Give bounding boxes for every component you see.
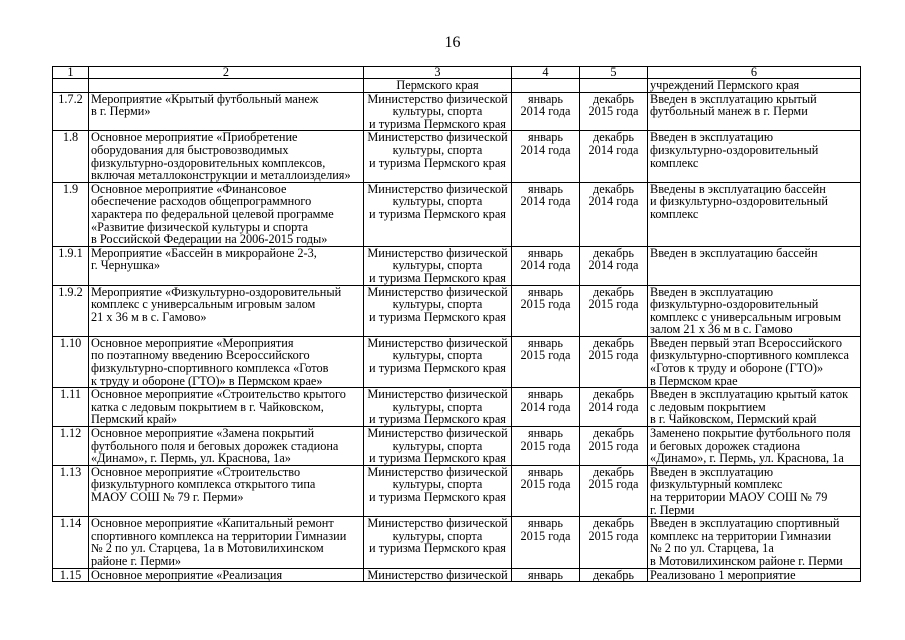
cell-line: январь (527, 387, 564, 402)
responsible-cell (364, 568, 512, 582)
cell-line: декабрь (593, 285, 634, 299)
cell-line: Введен в эксплуатацию бассейн (650, 246, 818, 260)
cell-line: и туризма Пермского края (369, 541, 506, 556)
end-date-cell (580, 131, 648, 182)
cell-line: январь (527, 568, 564, 582)
cell-line: Введены в эксплуатацию бассейн (650, 182, 826, 196)
event-cell (89, 285, 364, 336)
cell-line: декабрь (593, 182, 634, 196)
end-date-cell (580, 388, 648, 427)
cell-line: декабрь (593, 426, 634, 441)
cell-line: Пермский край» (91, 412, 178, 427)
continuation-result: учреждений Пермского края (648, 79, 861, 93)
start-date-cell (512, 388, 580, 427)
continuation-event (89, 79, 364, 93)
cell-line: Министерство физической (367, 465, 508, 479)
cell-line: 2015 года (588, 348, 639, 363)
cell-line: январь (527, 182, 564, 196)
cell-line: Введен в эксплуатацию (650, 130, 774, 145)
cell-line: Введен в эксплуатацию крытый каток (650, 387, 849, 402)
row-number: 1.7.2 (53, 92, 89, 131)
cell-line: и туризма Пермского края (369, 361, 506, 376)
continuation-end (580, 79, 648, 93)
responsible-cell (364, 427, 512, 466)
cell-line: 2014 года (588, 258, 639, 273)
end-date-cell (580, 427, 648, 466)
cell-line: г. Перми (650, 502, 695, 517)
continuation-row (53, 79, 861, 93)
event-cell (89, 427, 364, 466)
cell-line: январь (527, 285, 564, 299)
cell-line: и туризма Пермского края (369, 490, 506, 504)
cell-line: культуры, спорта (392, 399, 483, 414)
start-date-cell (512, 131, 580, 182)
cell-line: футбольный манеж в г. Перми (650, 104, 808, 119)
end-date-cell (580, 465, 648, 516)
row-number: 1.11 (53, 388, 89, 427)
cell-line: Мероприятие «Крытый футбольный манеж (91, 92, 319, 106)
row-number: 1.9 (53, 182, 89, 246)
cell-line: Основное мероприятие «Финансовое (91, 182, 287, 196)
cell-line: и туризма Пермского края (369, 116, 506, 131)
result-cell (648, 465, 861, 516)
table-row (53, 465, 861, 516)
cell-line: Министерство физической (367, 568, 508, 582)
result-cell (648, 246, 861, 285)
cell-line: к труду и обороне (ГТО)» в Пермском крае» (91, 373, 323, 388)
cell-line: 2014 года (520, 194, 571, 209)
event-cell (89, 568, 364, 582)
cell-line: Мероприятие «Бассейн в микрорайоне 2-3, (91, 246, 317, 260)
cell-line: 2015 года (520, 348, 571, 363)
cell-line: Министерство физической (367, 246, 508, 260)
events-table (52, 66, 861, 582)
cell-line: Основное мероприятие «Приобретение (91, 130, 298, 145)
cell-line: Основное мероприятие «Капитальный ремонт (91, 516, 334, 531)
cell-line: с ледовым покрытием (650, 399, 766, 414)
cell-line: 2014 года (588, 194, 639, 209)
cell-line: «Развитие физической культуры и спорта (91, 219, 309, 234)
cell-line: МАОУ СОШ № 79 г. Перми» (91, 490, 244, 504)
cell-line: 2014 года (520, 399, 571, 414)
cell-line: Основное мероприятие «Строительство (91, 465, 301, 479)
event-cell (89, 131, 364, 182)
table-row (53, 336, 861, 387)
table-row (53, 182, 861, 246)
cell-line: Министерство физической (367, 130, 508, 145)
responsible-cell (364, 517, 512, 568)
result-cell (648, 517, 861, 568)
event-cell (89, 517, 364, 568)
responsible-cell (364, 285, 512, 336)
table-row (53, 517, 861, 568)
cell-line: районе г. Перми» (91, 553, 182, 568)
result-cell (648, 427, 861, 466)
responsible-cell (364, 182, 512, 246)
row-number: 1.14 (53, 517, 89, 568)
table-row (53, 92, 861, 131)
cell-line: культуры, спорта (392, 142, 483, 157)
end-date-cell (580, 92, 648, 131)
end-date-cell (580, 568, 648, 582)
table-row (53, 246, 861, 285)
end-date-cell (580, 182, 648, 246)
result-cell (648, 568, 861, 582)
row-number: 1.12 (53, 427, 89, 466)
cell-line: и туризма Пермского края (369, 451, 506, 466)
cell-line: оборудования для быстровозводимых (91, 142, 289, 157)
cell-line: Основное мероприятие «Реализация (91, 568, 283, 582)
cell-line: январь (527, 336, 564, 350)
cell-line: январь (527, 92, 564, 106)
cell-line: 2014 года (520, 142, 571, 157)
cell-line: Введен в эксплуатацию спортивный (650, 516, 840, 531)
cell-line: комплекс (650, 155, 699, 170)
cell-line: 2015 года (520, 477, 571, 492)
header-cell-2: 2 (89, 67, 364, 79)
event-cell (89, 246, 364, 285)
cell-line: Министерство физической (367, 92, 508, 106)
header-cell-5: 5 (580, 67, 648, 79)
cell-line: и туризма Пермского края (369, 309, 506, 324)
cell-line: физкультурно-оздоровительных комплексов, (91, 155, 326, 170)
cell-line: обеспечение расходов общепрограммного (91, 194, 312, 209)
header-cell-6: 6 (648, 67, 861, 79)
event-cell (89, 182, 364, 246)
cell-line: декабрь (593, 92, 634, 106)
cell-line: 2015 года (588, 297, 639, 312)
event-cell (89, 336, 364, 387)
start-date-cell (512, 246, 580, 285)
cell-line: январь (527, 426, 564, 441)
cell-line: 2014 года (520, 104, 571, 119)
header-cell-1: 1 (53, 67, 89, 79)
cell-line: и физкультурно-оздоровительный (650, 194, 828, 209)
table-row (53, 388, 861, 427)
responsible-cell (364, 388, 512, 427)
cell-line: Основное мероприятие «Замена покрытий (91, 426, 315, 441)
row-number: 1.13 (53, 465, 89, 516)
cell-line: январь (527, 130, 564, 145)
cell-line: и туризма Пермского края (369, 155, 506, 170)
cell-line: 2015 года (588, 528, 639, 543)
cell-line: январь (527, 465, 564, 479)
result-cell (648, 285, 861, 336)
continuation-start (512, 79, 580, 93)
cell-line: 2014 года (520, 258, 571, 273)
table-row (53, 131, 861, 182)
cell-line: Министерство физической (367, 426, 508, 441)
cell-line: 2015 года (588, 104, 639, 119)
result-cell (648, 388, 861, 427)
cell-line: культуры, спорта (392, 528, 483, 543)
row-number: 1.9.1 (53, 246, 89, 285)
responsible-cell (364, 465, 512, 516)
cell-line: культуры, спорта (392, 194, 483, 209)
cell-line: г. Чернушка» (91, 258, 160, 273)
start-date-cell (512, 336, 580, 387)
event-cell (89, 92, 364, 131)
cell-line: физкультурно-спортивного комплекса «Готов (91, 361, 329, 376)
cell-line: январь (527, 246, 564, 260)
cell-line: «Динамо», г. Пермь, ул. Краснова, 1а» (91, 451, 291, 466)
cell-line: и туризма Пермского края (369, 412, 506, 427)
cell-line: комплекс на территории Гимназии (650, 528, 832, 543)
cell-line: комплекс с универсальным игровым (650, 309, 841, 324)
cell-line: физкультурного комплекса открытого типа (91, 477, 316, 492)
cell-line: 2014 года (588, 399, 639, 414)
cell-line: «Готов к труду и обороне (ГТО)» (650, 361, 824, 376)
cell-line: Министерство физической (367, 336, 508, 350)
cell-line: футбольного поля и беговых дорожек стадиона (91, 438, 339, 453)
result-cell (648, 131, 861, 182)
cell-line: Министерство физической (367, 285, 508, 299)
cell-line: в Пермском крае (650, 373, 738, 388)
cell-line: в Мотовилихинском районе г. Перми (650, 553, 843, 568)
row-number: 1.10 (53, 336, 89, 387)
header-row (53, 67, 861, 79)
cell-line: культуры, спорта (392, 438, 483, 453)
responsible-cell (364, 246, 512, 285)
cell-line: декабрь (593, 246, 634, 260)
cell-line: декабрь (593, 130, 634, 145)
cell-line: катка с ледовым покрытием в г. Чайковском, (91, 399, 324, 414)
cell-line: Министерство физической (367, 516, 508, 531)
cell-line: Министерство физической (367, 387, 508, 402)
cell-line: на территории МАОУ СОШ № 79 (650, 490, 828, 504)
cell-line: Введен первый этап Всероссийского (650, 336, 843, 350)
end-date-cell (580, 517, 648, 568)
row-number: 1.9.2 (53, 285, 89, 336)
cell-line: и туризма Пермского края (369, 270, 506, 285)
cell-line: декабрь (593, 516, 634, 531)
cell-line: в Российской Федерации на 2006-2015 годы» (91, 232, 328, 247)
cell-line: 2015 года (520, 438, 571, 453)
cell-line: комплекс (650, 206, 699, 221)
row-number: 1.15 (53, 568, 89, 582)
cell-line: комплекс с универсальным игровым залом (91, 297, 316, 312)
cell-line: залом 21 х 36 м в с. Гамово (650, 322, 793, 337)
cell-line: культуры, спорта (392, 104, 483, 119)
cell-line: Реализовано 1 мероприятие (650, 568, 796, 582)
start-date-cell (512, 92, 580, 131)
cell-line: характера по федеральной целевой программе (91, 206, 334, 221)
cell-line: культуры, спорта (392, 297, 483, 312)
end-date-cell (580, 336, 648, 387)
cell-line: № 2 по ул. Старцева, 1а в Мотовилихинском (91, 541, 324, 556)
cell-line: включая металлоконструкции и металлоизделия» (91, 168, 351, 183)
cell-line: Министерство физической (367, 182, 508, 196)
cell-line: физкультурно-спортивного комплекса (650, 348, 850, 363)
cell-line: в г. Перми» (91, 104, 151, 119)
result-cell (648, 92, 861, 131)
cell-line: 21 х 36 м в с. Гамово» (91, 309, 207, 324)
cell-line: Введен в эксплуатацию (650, 465, 774, 479)
cell-line: № 2 по ул. Старцева, 1а (650, 541, 774, 556)
end-date-cell (580, 285, 648, 336)
cell-line: «Динамо», г. Пермь, ул. Краснова, 1а (650, 451, 844, 466)
result-cell (648, 336, 861, 387)
responsible-cell (364, 336, 512, 387)
result-cell (648, 182, 861, 246)
cell-line: Мероприятие «Физкультурно-оздоровительный (91, 285, 342, 299)
cell-line: и туризма Пермского края (369, 206, 506, 221)
cell-line: физкультурный комплекс (650, 477, 783, 492)
cell-line: 2015 года (520, 528, 571, 543)
page-number: 16 (444, 34, 461, 51)
cell-line: физкультурно-оздоровительный (650, 297, 819, 312)
cell-line: Введен в эксплуатацию (650, 285, 774, 299)
continuation-num (53, 79, 89, 93)
row-number: 1.8 (53, 131, 89, 182)
cell-line: в г. Чайковском, Пермский край (650, 412, 817, 427)
start-date-cell (512, 427, 580, 466)
cell-line: и беговых дорожек стадиона (650, 438, 801, 453)
cell-line: Основное мероприятие «Мероприятия (91, 336, 294, 350)
cell-line: декабрь (593, 465, 634, 479)
cell-line: Основное мероприятие «Строительство крытого (91, 387, 346, 402)
cell-line: Заменено покрытие футбольного поля (650, 426, 851, 441)
event-cell (89, 388, 364, 427)
table-body (53, 79, 861, 582)
start-date-cell (512, 568, 580, 582)
cell-line: 2015 года (588, 477, 639, 492)
cell-line: 2014 года (588, 142, 639, 157)
cell-line: культуры, спорта (392, 348, 483, 363)
responsible-cell (364, 92, 512, 131)
table-row (53, 427, 861, 466)
cell-line: Введен в эксплуатацию крытый (650, 92, 817, 106)
header-cell-3: 3 (364, 67, 512, 79)
start-date-cell (512, 285, 580, 336)
cell-line: спортивного комплекса на территории Гимназии (91, 528, 347, 543)
start-date-cell (512, 517, 580, 568)
table-row (53, 568, 861, 582)
table-row (53, 285, 861, 336)
end-date-cell (580, 246, 648, 285)
start-date-cell (512, 465, 580, 516)
cell-line: январь (527, 516, 564, 531)
cell-line: по поэтапному введению Всероссийского (91, 348, 310, 363)
start-date-cell (512, 182, 580, 246)
cell-line: физкультурно-оздоровительный (650, 142, 819, 157)
event-cell (89, 465, 364, 516)
cell-line: культуры, спорта (392, 258, 483, 273)
continuation-responsible: Пермского края (364, 79, 512, 93)
header-cell-4: 4 (512, 67, 580, 79)
cell-line: декабрь (593, 387, 634, 402)
cell-line: 2015 года (520, 297, 571, 312)
responsible-cell (364, 131, 512, 182)
cell-line: 2015 года (588, 438, 639, 453)
cell-line: культуры, спорта (392, 477, 483, 492)
cell-line: декабрь (593, 336, 634, 350)
cell-line: декабрь (593, 568, 634, 582)
